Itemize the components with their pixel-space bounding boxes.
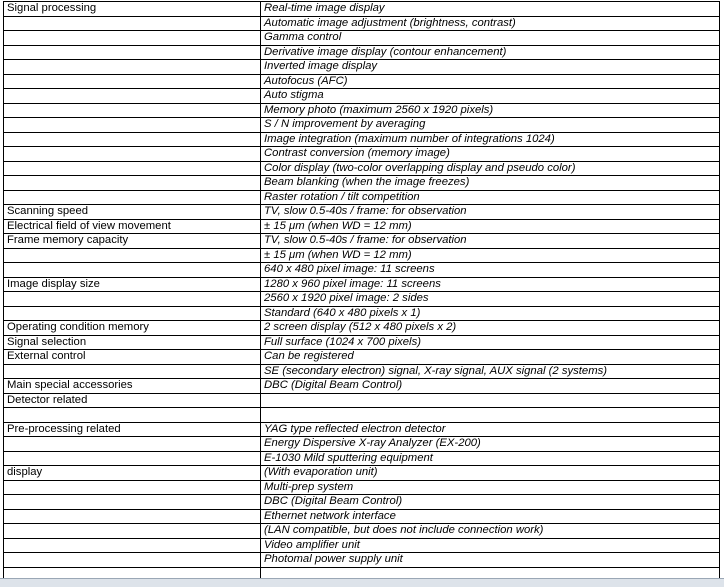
spec-label-cell[interactable] [4, 248, 261, 263]
spec-label-cell[interactable] [4, 495, 261, 510]
spec-value-cell[interactable]: TV, slow 0.5-40s / frame: for observation [261, 205, 720, 220]
table-row [4, 118, 720, 133]
spec-value-cell[interactable]: Ethernet network interface [261, 509, 720, 524]
spec-label-cell[interactable]: External control [4, 350, 261, 365]
spec-value-cell[interactable]: 2560 x 1920 pixel image: 2 sides [261, 292, 720, 307]
spec-table [3, 1, 720, 582]
spec-value-cell[interactable]: Inverted image display [261, 60, 720, 75]
spec-label-cell[interactable] [4, 451, 261, 466]
spec-value-cell[interactable]: TV, slow 0.5-40s / frame: for observation [261, 234, 720, 249]
spec-label-cell[interactable]: Frame memory capacity [4, 234, 261, 249]
spec-value-cell[interactable]: ± 15 μm (when WD = 12 mm) [261, 248, 720, 263]
table-row [4, 408, 720, 423]
spec-sheet [3, 1, 720, 582]
spec-label-cell[interactable] [4, 524, 261, 539]
table-row [4, 321, 720, 336]
spec-value-cell[interactable]: Video amplifier unit [261, 538, 720, 553]
table-row [4, 219, 720, 234]
spec-label-cell[interactable] [4, 31, 261, 46]
spec-label-cell[interactable]: Image display size [4, 277, 261, 292]
spec-value-cell[interactable]: S / N improvement by averaging [261, 118, 720, 133]
spec-value-cell[interactable]: ± 15 μm (when WD = 12 mm) [261, 219, 720, 234]
table-row [4, 524, 720, 539]
spec-label-cell[interactable] [4, 553, 261, 568]
spec-label-cell[interactable] [4, 132, 261, 147]
spec-value-cell[interactable]: Standard (640 x 480 pixels x 1) [261, 306, 720, 321]
spec-label-cell[interactable] [4, 103, 261, 118]
table-row [4, 466, 720, 481]
table-row [4, 132, 720, 147]
table-row [4, 89, 720, 104]
spec-label-cell[interactable] [4, 118, 261, 133]
table-row [4, 350, 720, 365]
spec-label-cell[interactable] [4, 176, 261, 191]
table-row [4, 509, 720, 524]
table-row [4, 31, 720, 46]
spec-value-cell[interactable]: DBC (Digital Beam Control) [261, 495, 720, 510]
spec-value-cell[interactable]: (With evaporation unit) [261, 466, 720, 481]
spec-label-cell[interactable]: Electrical field of view movement [4, 219, 261, 234]
table-row [4, 335, 720, 350]
spec-value-cell[interactable]: Full surface (1024 x 700 pixels) [261, 335, 720, 350]
table-row [4, 234, 720, 249]
table-row [4, 480, 720, 495]
spec-label-cell[interactable]: Scanning speed [4, 205, 261, 220]
table-row [4, 16, 720, 31]
spec-label-cell[interactable] [4, 161, 261, 176]
table-row [4, 147, 720, 162]
spec-value-cell[interactable]: Derivative image display (contour enhancement) [261, 45, 720, 60]
spec-label-cell[interactable]: Signal selection [4, 335, 261, 350]
spec-value-cell[interactable]: YAG type reflected electron detector [261, 422, 720, 437]
spec-label-cell[interactable]: Signal processing [4, 2, 261, 17]
table-row [4, 176, 720, 191]
spec-value-cell[interactable]: Can be registered [261, 350, 720, 365]
spec-label-cell[interactable] [4, 306, 261, 321]
spec-label-cell[interactable] [4, 538, 261, 553]
spec-value-cell[interactable]: 1280 x 960 pixel image: 11 screens [261, 277, 720, 292]
spec-label-cell[interactable] [4, 74, 261, 89]
table-row [4, 393, 720, 408]
table-row [4, 451, 720, 466]
table-row [4, 277, 720, 292]
spec-label-cell[interactable]: display [4, 466, 261, 481]
table-row [4, 103, 720, 118]
spec-value-cell[interactable]: DBC (Digital Beam Control) [261, 379, 720, 394]
spec-label-cell[interactable] [4, 480, 261, 495]
spec-label-cell[interactable] [4, 16, 261, 31]
table-row [4, 379, 720, 394]
table-row [4, 248, 720, 263]
spec-label-cell[interactable] [4, 190, 261, 205]
spec-value-cell[interactable]: Image integration (maximum number of integrations 1024) [261, 132, 720, 147]
spec-label-cell[interactable]: Main special accessories [4, 379, 261, 394]
table-row [4, 263, 720, 278]
spec-value-cell[interactable]: (LAN compatible, but does not include connection work) [261, 524, 720, 539]
spec-value-cell[interactable]: 2 screen display (512 x 480 pixels x 2) [261, 321, 720, 336]
spec-table-body [4, 2, 720, 582]
spec-label-cell[interactable] [4, 60, 261, 75]
table-row [4, 205, 720, 220]
table-row [4, 422, 720, 437]
spec-value-cell[interactable] [261, 408, 720, 423]
spec-label-cell[interactable] [4, 408, 261, 423]
table-row [4, 553, 720, 568]
spec-value-cell[interactable]: Automatic image adjustment (brightness, contrast) [261, 16, 720, 31]
spec-value-cell[interactable]: Auto stigma [261, 89, 720, 104]
table-row [4, 538, 720, 553]
spec-label-cell[interactable] [4, 45, 261, 60]
spec-value-cell[interactable]: Memory photo (maximum 2560 x 1920 pixels) [261, 103, 720, 118]
spec-label-cell[interactable]: Detector related [4, 393, 261, 408]
table-row [4, 161, 720, 176]
table-row [4, 495, 720, 510]
spec-label-cell[interactable] [4, 292, 261, 307]
spec-value-cell[interactable]: Photomal power supply unit [261, 553, 720, 568]
spec-value-cell[interactable]: Energy Dispersive X-ray Analyzer (EX-200) [261, 437, 720, 452]
table-row [4, 292, 720, 307]
table-row [4, 364, 720, 379]
table-row [4, 45, 720, 60]
spec-value-cell[interactable]: Contrast conversion (memory image) [261, 147, 720, 162]
spec-value-cell[interactable]: Autofocus (AFC) [261, 74, 720, 89]
spec-label-cell[interactable]: Pre-processing related [4, 422, 261, 437]
table-row [4, 190, 720, 205]
table-row [4, 306, 720, 321]
spec-label-cell[interactable] [4, 89, 261, 104]
spec-label-cell[interactable] [4, 263, 261, 278]
table-row [4, 437, 720, 452]
spec-label-cell[interactable] [4, 509, 261, 524]
spec-value-cell[interactable]: E-1030 Mild sputtering equipment [261, 451, 720, 466]
spec-value-cell[interactable]: Raster rotation / tilt competition [261, 190, 720, 205]
spec-value-cell[interactable]: Gamma control [261, 31, 720, 46]
spec-label-cell[interactable]: Operating condition memory [4, 321, 261, 336]
spec-value-cell[interactable]: Multi-prep system [261, 480, 720, 495]
spec-value-cell[interactable]: 640 x 480 pixel image: 11 screens [261, 263, 720, 278]
spec-value-cell[interactable]: Beam blanking (when the image freezes) [261, 176, 720, 191]
spec-label-cell[interactable] [4, 147, 261, 162]
table-row [4, 60, 720, 75]
spec-value-cell[interactable]: Real-time image display [261, 2, 720, 17]
table-row [4, 2, 720, 17]
spec-value-cell[interactable]: SE (secondary electron) signal, X-ray signal, AUX signal (2 systems) [261, 364, 720, 379]
spec-label-cell[interactable] [4, 437, 261, 452]
spec-value-cell[interactable] [261, 393, 720, 408]
spec-value-cell[interactable]: Color display (two-color overlapping display and pseudo color) [261, 161, 720, 176]
table-row [4, 74, 720, 89]
spec-label-cell[interactable] [4, 364, 261, 379]
